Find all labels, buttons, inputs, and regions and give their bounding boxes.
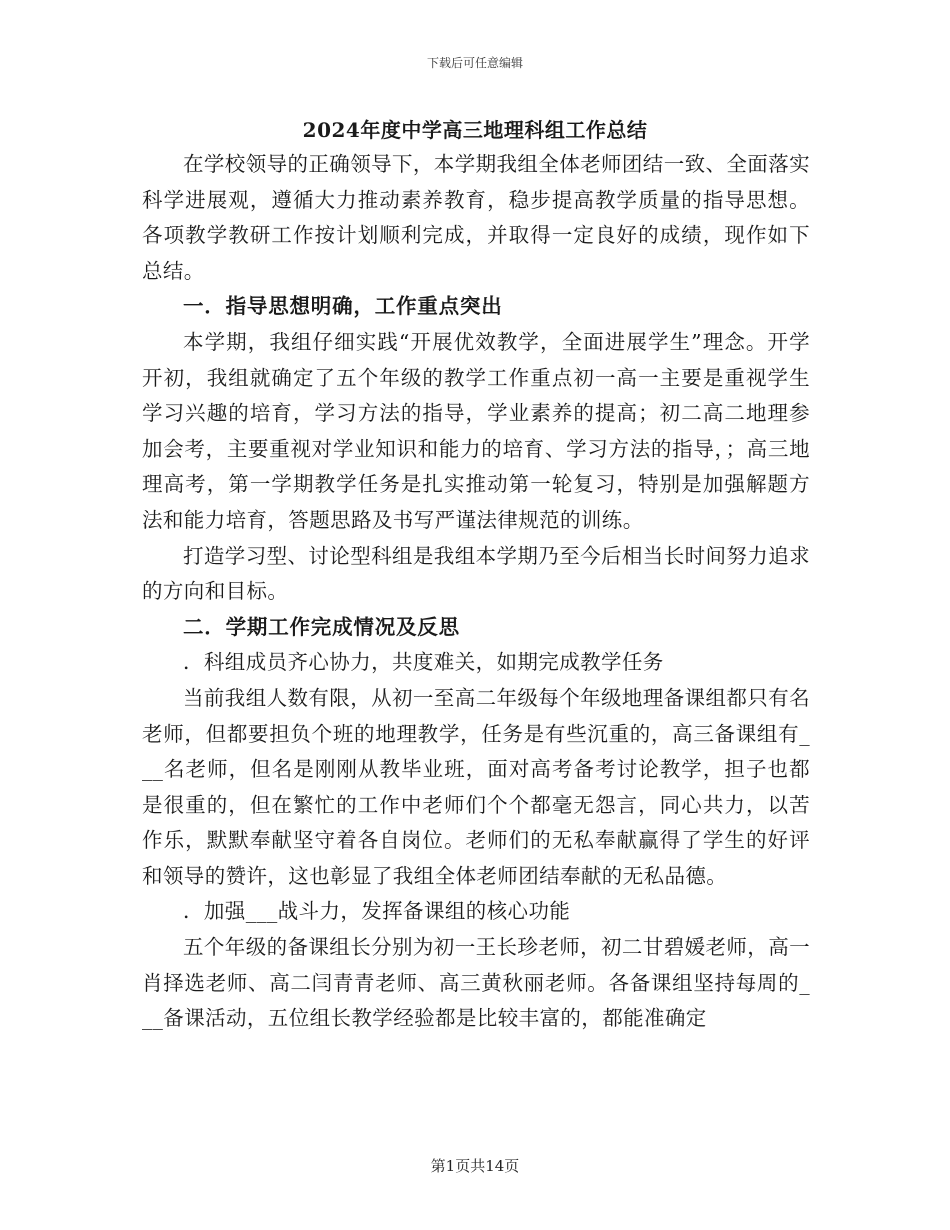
subsection-heading: ．加强___战斗力，发挥备课组的核心功能	[183, 899, 571, 924]
page-footer: 第1页共14页	[430, 1157, 520, 1175]
subsection-heading: ．科组成员齐心协力，共度难关，如期完成教学任务	[183, 650, 664, 675]
intro-paragraph: 在学校领导的正确领导下，本学期我组全体老师团结一致、全面落实科学进展观，遵循大力推动素养教育，稳步提高教学质量的指导思想。各项教学教研工作按计划顺利完成，并取得一定良好的成绩，现作如下总结。	[142, 152, 810, 283]
body-paragraph: 五个年级的备课组长分别为初一王长珍老师，初二甘碧媛老师，高一肖择选老师、高二闫青青老师、高三黄秋丽老师。各备课组坚持每周的___备课活动，五位组长教学经验都是比较丰富的，都能准确定	[142, 935, 810, 1031]
header-note: 下载后可任意编辑	[426, 56, 523, 70]
body-paragraph: 当前我组人数有限，从初一至高二年级每个年级地理备课组都只有名老师，但都要担负个班的地理教学，任务是有些沉重的，高三备课组有___名老师，但名是刚刚从教毕业班，面对高考备考讨论教学，担子也都是很重的，但在繁忙的工作中老师们个个都毫无怨言，同心共力，以苦作乐，默默奉献坚守着各自岗位。老师们的无私奉献赢得了学生的好评和领导的赞许，这也彰显了我组全体老师团结奉献的无私品德。	[142, 685, 810, 888]
document-body	[142, 147, 810, 1037]
document-title: 2024年度中学高三地理科组工作总结	[302, 118, 648, 142]
section-heading-1: 一．指导思想明确，工作重点突出	[183, 294, 503, 319]
body-paragraph: 打造学习型、讨论型科组是我组本学期乃至今后相当长时间努力追求的方向和目标。	[142, 543, 810, 604]
body-paragraph: 本学期，我组仔细实践“开展优效教学，全面进展学生”理念。开学开初，我组就确定了五个年级的教学工作重点初一高一主要是重视学生学习兴趣的培育，学习方法的指导，学业素养的提高；初二高二地理参加会考，主要重视对学业知识和能力的培育、学习方法的指导，；高三地理高考，第一学期教学任务是扎实推动第一轮复习，特别是加强解题方法和能力培育，答题思路及书写严谨法律规范的训练。	[142, 329, 810, 532]
section-heading-2: 二．学期工作完成情况及反思	[183, 614, 460, 639]
